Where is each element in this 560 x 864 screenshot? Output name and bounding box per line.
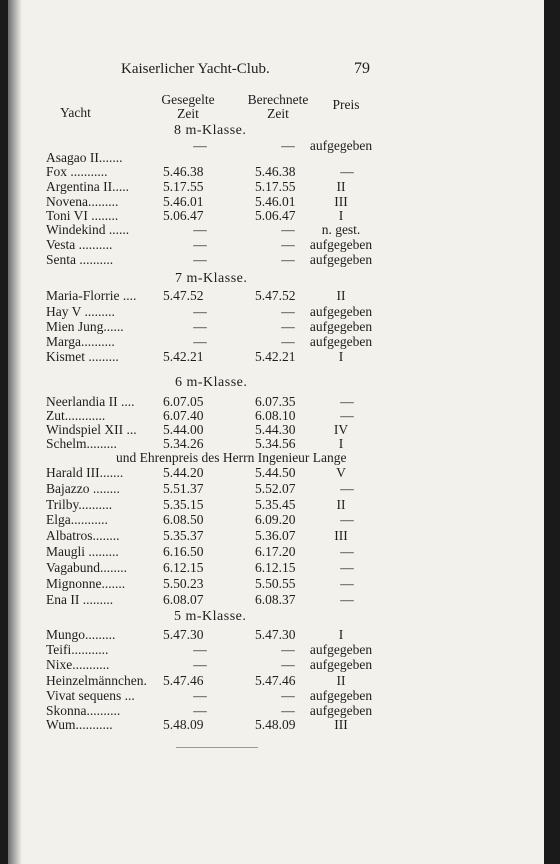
column-header-berechnete-zeit — [238, 93, 318, 121]
yacht-name: Schelm......... — [46, 436, 117, 451]
prize: aufgegeben — [309, 657, 373, 672]
yacht-name: Neerlandia II .... — [46, 394, 135, 409]
yacht-name: Elga........... — [46, 512, 108, 527]
calculated-time: — — [281, 642, 295, 657]
prize: — — [340, 481, 354, 496]
prize: aufgegeben — [309, 304, 373, 319]
prize: aufgegeben — [309, 319, 373, 334]
yacht-name: Argentina II..... — [46, 179, 129, 194]
prize: aufgegeben — [309, 642, 373, 657]
calculated-time: — — [281, 319, 295, 334]
sailed-time: — — [193, 304, 207, 319]
calculated-time: — — [281, 304, 295, 319]
sailed-time: — — [193, 688, 207, 703]
yacht-name: Albatros........ — [46, 528, 120, 543]
class-heading: 7 m-Klasse. — [175, 271, 248, 286]
yacht-name: Wum........... — [46, 717, 113, 732]
prize: III — [334, 528, 348, 543]
yacht-name: Toni VI ........ — [46, 208, 119, 223]
sailed-time: — — [193, 334, 207, 349]
yacht-name: Maugli ......... — [46, 544, 119, 559]
calculated-time: — — [281, 237, 295, 252]
yacht-name: Fox ........... — [46, 164, 108, 179]
calculated-time: 5.35.45 — [255, 497, 296, 512]
calculated-time: 5.34.56 — [255, 436, 296, 451]
calculated-time: 6.07.35 — [255, 394, 296, 409]
prize: II — [336, 497, 346, 512]
sailed-time: 5.48.09 — [163, 717, 204, 732]
prize: — — [340, 576, 354, 591]
yacht-name: Mungo......... — [46, 627, 116, 642]
yacht-name: Windekind ...... — [46, 222, 130, 237]
yacht-name: Mignonne....... — [46, 576, 126, 591]
sailed-time: 5.51.37 — [163, 481, 204, 496]
yacht-name: Hay V ......... — [46, 304, 115, 319]
sailed-time: 5.44.20 — [163, 465, 204, 480]
prize: I — [338, 208, 344, 223]
prize: II — [336, 673, 346, 688]
prize: — — [340, 512, 354, 527]
sailed-time: 5.47.30 — [163, 627, 204, 642]
calculated-time: — — [281, 222, 295, 237]
yacht-name: Mien Jung...... — [46, 319, 124, 334]
calculated-time: 5.47.30 — [255, 627, 296, 642]
sailed-time: 6.07.40 — [163, 408, 204, 423]
calculated-time: — — [281, 334, 295, 349]
yacht-name: Nixe........... — [46, 657, 110, 672]
prize: n. gest. — [321, 222, 361, 237]
sailed-time: — — [193, 319, 207, 334]
class-heading: 6 m-Klasse. — [175, 375, 248, 390]
calculated-time: — — [281, 657, 295, 672]
calculated-time: 5.17.55 — [255, 179, 296, 194]
calculated-time: — — [281, 252, 295, 267]
sailed-time: 5.35.37 — [163, 528, 204, 543]
prize: III — [334, 717, 348, 732]
prize: aufgegeben — [309, 703, 373, 718]
calculated-time: 5.46.01 — [255, 194, 296, 209]
prize: V — [336, 465, 346, 480]
calculated-time: — — [281, 138, 295, 153]
prize: III — [334, 194, 348, 209]
calculated-time: 5.36.07 — [255, 528, 296, 543]
sailed-time: 5.46.38 — [163, 164, 204, 179]
prize: IV — [333, 422, 349, 437]
class-heading: 8 m-Klasse. — [174, 123, 247, 138]
prize: I — [338, 349, 344, 364]
prize: aufgegeben — [309, 252, 373, 267]
sailed-time: 5.34.26 — [163, 436, 204, 451]
calculated-time: 6.08.37 — [255, 592, 296, 607]
sailed-time: — — [193, 237, 207, 252]
calculated-time: 5.44.50 — [255, 465, 296, 480]
sailed-time: — — [193, 252, 207, 267]
column-header-gesegelte-line2: Zeit — [177, 106, 199, 121]
yacht-name: Harald III....... — [46, 465, 124, 480]
sailed-time: 5.17.55 — [163, 179, 204, 194]
yacht-name: Heinzelmännchen. — [46, 673, 147, 688]
column-header-berechnete-line2: Zeit — [267, 106, 289, 121]
sailed-time: 6.08.50 — [163, 512, 204, 527]
sailed-time: 5.50.23 — [163, 576, 204, 591]
sailed-time: — — [193, 657, 207, 672]
class-heading: 5 m-Klasse. — [174, 609, 247, 624]
calculated-time: 5.06.47 — [255, 208, 296, 223]
sailed-time: 5.44.00 — [163, 422, 204, 437]
running-title: Kaiserlicher Yacht-Club. — [121, 61, 270, 77]
sailed-time: — — [193, 703, 207, 718]
yacht-name: Maria-Florrie .... — [46, 288, 137, 303]
prize: — — [340, 408, 354, 423]
yacht-name: Vesta .......... — [46, 237, 113, 252]
yacht-name: Asagao II....... — [46, 150, 123, 165]
prize: I — [338, 627, 344, 642]
prize: aufgegeben — [309, 237, 373, 252]
page-edge-shadow — [8, 0, 22, 864]
prize: I — [338, 436, 344, 451]
yacht-name: Vagabund........ — [46, 560, 127, 575]
sailed-time: — — [193, 642, 207, 657]
yacht-name: Bajazzo ........ — [46, 481, 120, 496]
calculated-time: 5.46.38 — [255, 164, 296, 179]
yacht-name: Vivat sequens ... — [46, 688, 135, 703]
yacht-name: Kismet ......... — [46, 349, 119, 364]
prize: — — [340, 560, 354, 575]
prize: — — [340, 164, 354, 179]
sailed-time: — — [193, 222, 207, 237]
prize: aufgegeben — [309, 138, 373, 153]
sailed-time: 6.16.50 — [163, 544, 204, 559]
yacht-name: Ena II ......... — [46, 592, 114, 607]
prize: II — [336, 288, 346, 303]
sailed-time: 5.35.15 — [163, 497, 204, 512]
yacht-name: Teifi........... — [46, 642, 109, 657]
prize: II — [336, 179, 346, 194]
calculated-time: 5.47.46 — [255, 673, 296, 688]
column-header-gesegelte-line1: Gesegelte — [161, 92, 215, 107]
yacht-name: Zut............ — [46, 408, 106, 423]
prize: — — [340, 394, 354, 409]
calculated-time: 6.12.15 — [255, 560, 296, 575]
sailed-time: 5.42.21 — [163, 349, 204, 364]
calculated-time: 6.17.20 — [255, 544, 296, 559]
book-page — [8, 0, 544, 864]
calculated-time: 6.08.10 — [255, 408, 296, 423]
sailed-time: 5.46.01 — [163, 194, 204, 209]
calculated-time: 5.44.30 — [255, 422, 296, 437]
column-header-berechnete-line1: Berechnete — [247, 92, 309, 107]
calculated-time: 5.52.07 — [255, 481, 296, 496]
prize: — — [340, 592, 354, 607]
prize-note: und Ehrenpreis des Herrn Ingenieur Lange — [116, 450, 347, 465]
prize: aufgegeben — [309, 334, 373, 349]
calculated-time: — — [281, 688, 295, 703]
calculated-time: 6.09.20 — [255, 512, 296, 527]
sailed-time: — — [193, 138, 207, 153]
sailed-time: 5.06.47 — [163, 208, 204, 223]
page-number: 79 — [354, 60, 370, 77]
calculated-time: 5.48.09 — [255, 717, 296, 732]
yacht-name: Marga.......... — [46, 334, 115, 349]
calculated-time: 5.47.52 — [255, 288, 296, 303]
yacht-name: Trilby.......... — [46, 497, 113, 512]
prize: — — [340, 544, 354, 559]
sailed-time: 5.47.52 — [163, 288, 204, 303]
column-header-yacht: Yacht — [60, 105, 91, 120]
sailed-time: 5.47.46 — [163, 673, 204, 688]
column-header-gesegelte-zeit — [153, 93, 223, 121]
yacht-name: Senta .......... — [46, 252, 114, 267]
sailed-time: 6.08.07 — [163, 592, 204, 607]
yacht-name: Skonna.......... — [46, 703, 121, 718]
calculated-time: 5.50.55 — [255, 576, 296, 591]
calculated-time: 5.42.21 — [255, 349, 296, 364]
calculated-time: — — [281, 703, 295, 718]
sailed-time: 6.12.15 — [163, 560, 204, 575]
yacht-name: Windspiel XII ... — [46, 422, 137, 437]
column-header-preis: Preis — [332, 97, 360, 112]
yacht-name: Novena......... — [46, 194, 119, 209]
closing-rule — [176, 747, 258, 748]
prize: aufgegeben — [309, 688, 373, 703]
sailed-time: 6.07.05 — [163, 394, 204, 409]
